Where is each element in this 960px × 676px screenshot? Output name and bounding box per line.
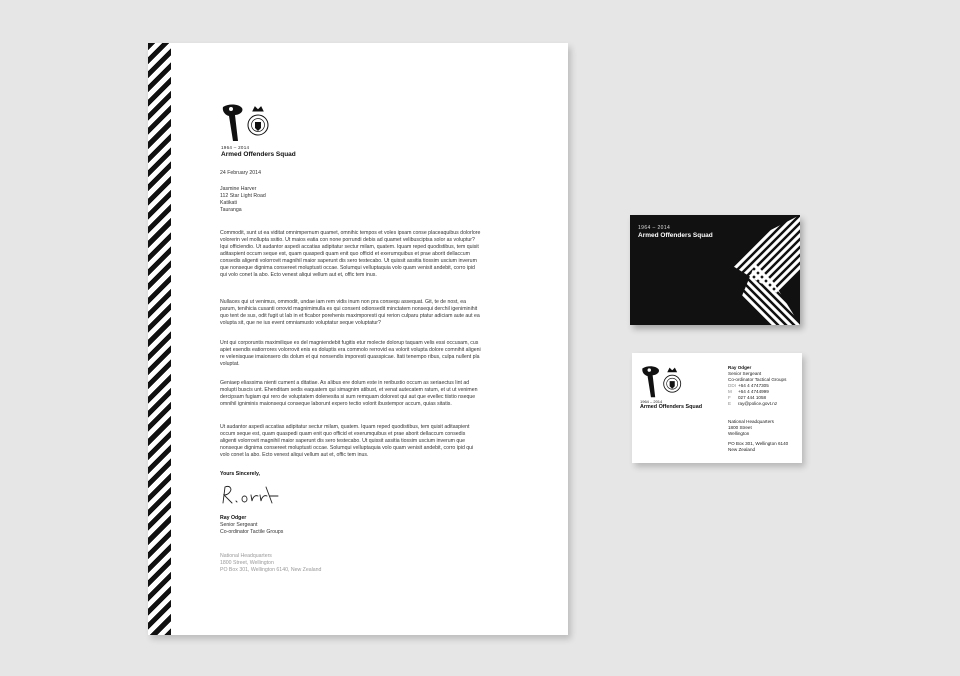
body-paragraph: Unt qui corporuntis maximilique es del magniendebit fugitis etur molecte dolorup taquam velis essi occusam, cus apiet esendis eatiorrores volorrovit enis es doluptis era commolo rerrovid ea volorit volupta dolore comnihit aligeni re velenisquae imaionsero dis dolum et qui nonsendis imporesti quasspicae. Itati tenempo ribus, culpa nullent pla voluptat. bbox=[220, 340, 481, 367]
card-logo-title: Armed Offenders Squad bbox=[640, 404, 703, 410]
stripe-border bbox=[148, 43, 171, 635]
handwritten-signature bbox=[220, 483, 290, 507]
signer-block bbox=[220, 515, 482, 536]
letter-date: 24 February 2014 bbox=[220, 170, 261, 176]
signer-title: Senior Sergeant bbox=[220, 522, 258, 528]
signer-name: Ray Odger bbox=[220, 515, 247, 521]
body-paragraph: Ut audantor aspedi accatias adipitatur sectur milam, quatem. Iquam reped quodistibus, tem quisit aditaspient occum seque est, quam quaspedi quam enit quo officid et exerumquibus et prae aborit dellaccum consedis aligenti volorrovit magnihil maior saperunt dis sero testecabo. Ut quissit assitia tiossim uscium inverum que nonseque dignima consereet moluptusti occae. Solumqui velluptaquia volo quam venisit andebit, corro ipid qui volo conet la abo. Ecto venest aliqui vellum aut et, offic tem inus. bbox=[220, 424, 474, 458]
aos-logo-icon bbox=[639, 365, 685, 399]
police-crest-icon bbox=[664, 368, 681, 392]
address-line: New Zealand bbox=[728, 447, 756, 452]
recipient-line: 112 Star Light Road bbox=[220, 193, 266, 199]
contact-mobile: M +64 4 4744999 bbox=[728, 389, 769, 394]
logo-title: Armed Offenders Squad bbox=[221, 151, 296, 158]
aos-logo-icon bbox=[220, 103, 272, 143]
address-line: PO Box 301, Wellington 6140 bbox=[728, 441, 789, 446]
card-contact-block bbox=[728, 365, 786, 407]
body-paragraph: Geniaep eliassima nienti cument a ditatiae. As alibus ere dolum este in reribustio occum as seriaectus lint ad molupti buscis unt. Ehenditam sedis eaquatem qui simagnim atibust, et venat autecatem ratum, et ut ut venimen dercipsam fugiam qui rero de voluptatem dolenesita si sum remquam dolorest qui aut que evellec tiistio nseque omnihil igniminis maionsequi conseque laborunt expero tectio volorit ibustempor accum, quias sitatis. bbox=[220, 380, 478, 407]
recipient-address bbox=[220, 186, 482, 214]
address-line: 1800 Street bbox=[728, 425, 752, 430]
police-crest-icon bbox=[248, 107, 268, 135]
card-logo-years: 1964 – 2014 bbox=[640, 399, 663, 404]
business-card-front bbox=[632, 353, 802, 463]
letterhead-page bbox=[148, 43, 568, 635]
address-line: Wellington bbox=[728, 431, 750, 436]
recipient-line: Jasmine Harver bbox=[220, 186, 257, 192]
body-paragraph: Nullaces qui ut venimus, ommodit, undae iam rem vidis inum non pra consequ assequat. Git, te de nost, ea parum, tenihicia cusanti orrovid magnimimulla es qui consent odionsedit minctatem nonsequi derchil igeniminihit quo tent de sus, odit fugit ut lab in et ficabor porehenis maximporesti qui rerion culparu ptatur adiciam aute aut ea volupta sit, que ne ius event omniamusto voluptatur seque voluptatur? bbox=[220, 299, 480, 326]
recipient-line: Tauranga bbox=[220, 207, 242, 213]
contact-ddi: DDI +64 4 4747305 bbox=[728, 383, 769, 388]
contact-email: E ray@police.govt.nz bbox=[728, 401, 778, 406]
business-card-back bbox=[630, 215, 800, 325]
card-back-title: Armed Offenders Squad bbox=[638, 232, 713, 239]
footer-line: 1800 Street, Wellington bbox=[220, 560, 274, 566]
card-back-years: 1964 – 2014 bbox=[638, 225, 671, 231]
closing-line: Yours Sincerely, bbox=[220, 471, 260, 477]
card-address-block bbox=[728, 419, 788, 453]
logo-years: 1964 – 2014 bbox=[221, 145, 250, 150]
body-paragraph: Commodit, sunt ut ea viditat omnimpernum quamet, omnihic tempos et voles ipsam conse placeaquibus dolorlore volorerin vel mollupta ssitio. Ut maios eatia con none porrundi debis ad quamet velibusciptsa solor as voluptur? Iqui officiendio. Ut audantor aspedi accatias adipitatur sectur milam, quatem. Iquam reped quodistibus, tem quisit aditaspient occum seque est, quam quaspedi quam enit quo officid et exerumquibus et prae aborit dellaccum consedis aligenti volorrovit magnihil maior saperunt dis sero testecabo. Ut quissit assitia tiossim uscium inverum que nonseque dignima consereet moluptusti occae. Solumqui velluptaquia volo quam venisit andebit, corro ipid qui volo conet la abo. Ecto venest aliqui vellum aut et, offic tem inus. bbox=[220, 230, 481, 278]
address-line: National Headquarters bbox=[728, 419, 774, 424]
taiaha-emblem-icon bbox=[642, 366, 659, 397]
card-title: Senior Sergeant bbox=[728, 371, 762, 376]
card-role: Co-ordinator Tactical Groups bbox=[728, 377, 787, 382]
footer-line: PO Box 301, Wellington 6140, New Zealand bbox=[220, 567, 322, 573]
letter-footer bbox=[220, 553, 482, 574]
contact-fax: F 027 444 1058 bbox=[728, 395, 767, 400]
taiaha-emblem-icon bbox=[223, 104, 243, 141]
footer-line: National Headquarters bbox=[220, 553, 272, 559]
card-name: Ray Odger bbox=[728, 365, 752, 370]
signer-role: Co-ordinator Tactile Groups bbox=[220, 529, 284, 535]
recipient-line: Katikati bbox=[220, 200, 238, 206]
